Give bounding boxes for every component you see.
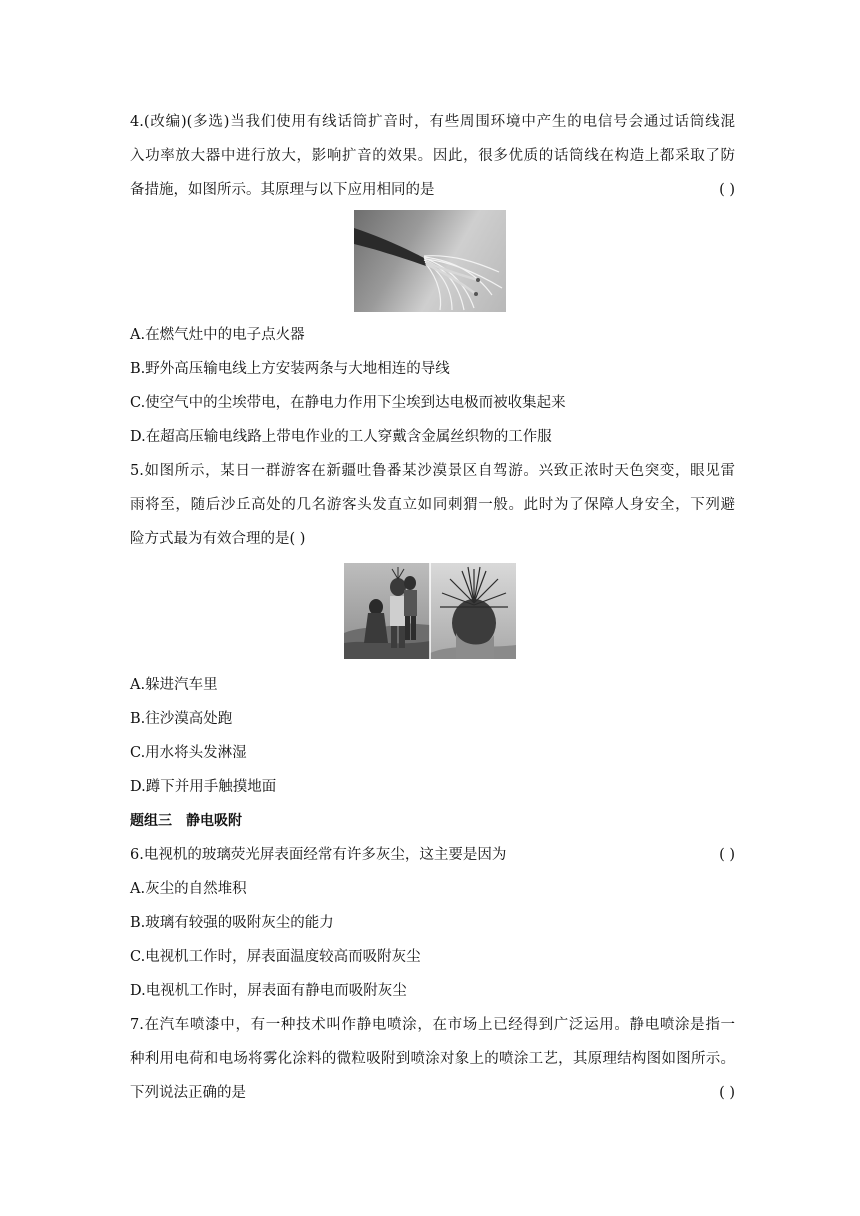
q4-option-d: D.在超高压输电线路上带电作业的工人穿戴含金属丝织物的工作服 [130, 429, 552, 445]
q5-option-b: B.往沙漠高处跑 [130, 711, 233, 727]
q4-answer-bracket: ( ) [719, 182, 735, 198]
section-heading: 题组三 静电吸附 [130, 813, 242, 829]
q4-option-c: C.使空气中的尘埃带电，在静电力作用下尘埃到达电极而被收集起来 [130, 395, 566, 411]
q5-option-c: C.用水将头发淋湿 [130, 745, 247, 761]
q7-text-line-2: 种利用电荷和电场将雾化涂料的微粒吸附到喷涂对象上的喷涂工艺，其原理结构图如图所示。 [130, 1051, 735, 1067]
q6-option-c: C.电视机工作时，屏表面温度较高而吸附灰尘 [130, 949, 421, 965]
q5-text-line-2: 雨将至，随后沙丘高处的几名游客头发直立如同刺猬一般。此时为了保障人身安全，下列避 [130, 497, 735, 513]
q7-stem-end: 下列说法正确的是 [130, 1085, 246, 1101]
q7-answer-bracket: ( ) [719, 1085, 735, 1101]
q4-option-a: A.在燃气灶中的电子点火器 [130, 327, 305, 343]
q6-option-a: A.灰尘的自然堆积 [130, 881, 247, 897]
tourists-illustration [344, 563, 516, 659]
q6-text-line-1 [130, 845, 735, 865]
q4-stem-end: 备措施，如图所示。其原理与以下应用相同的是 [130, 182, 435, 198]
q6-option-d: D.电视机工作时，屏表面有静电而吸附灰尘 [130, 983, 407, 999]
q4-text-line-3 [130, 180, 735, 200]
q6-answer-bracket: ( ) [719, 847, 735, 863]
q6-stem: 6.电视机的玻璃荧光屏表面经常有许多灰尘，这主要是因为 [130, 847, 507, 863]
q7-text-line-1: 7.在汽车喷漆中，有一种技术叫作静电喷涂，在市场上已经得到广泛运用。静电喷涂是指一 [130, 1017, 735, 1033]
q5-option-a: A.躲进汽车里 [130, 677, 218, 693]
q6-option-b: B.玻璃有较强的吸附灰尘的能力 [130, 915, 334, 931]
tourists-hair-standing-photo [344, 563, 516, 659]
q5-option-d: D.蹲下并用手触摸地面 [130, 779, 277, 795]
shielded-cable-illustration [354, 210, 506, 312]
q5-text-line-3: 险方式最为有效合理的是( ) [130, 531, 306, 547]
q7-text-line-3 [130, 1083, 735, 1103]
shielded-cable-photo [354, 210, 506, 312]
q4-option-b: B.野外高压输电线上方安装两条与大地相连的导线 [130, 361, 450, 377]
q4-text-line-1: 4.(改编)(多选)当我们使用有线话筒扩音时，有些周围环境中产生的电信号会通过话筒线混 [130, 114, 735, 130]
q4-text-line-2: 入功率放大器中进行放大，影响扩音的效果。因此，很多优质的话筒线在构造上都采取了防 [130, 148, 735, 164]
q5-text-line-1: 5.如图所示，某日一群游客在新疆吐鲁番某沙漠景区自驾游。兴致正浓时天色突变，眼见雷 [130, 463, 735, 479]
